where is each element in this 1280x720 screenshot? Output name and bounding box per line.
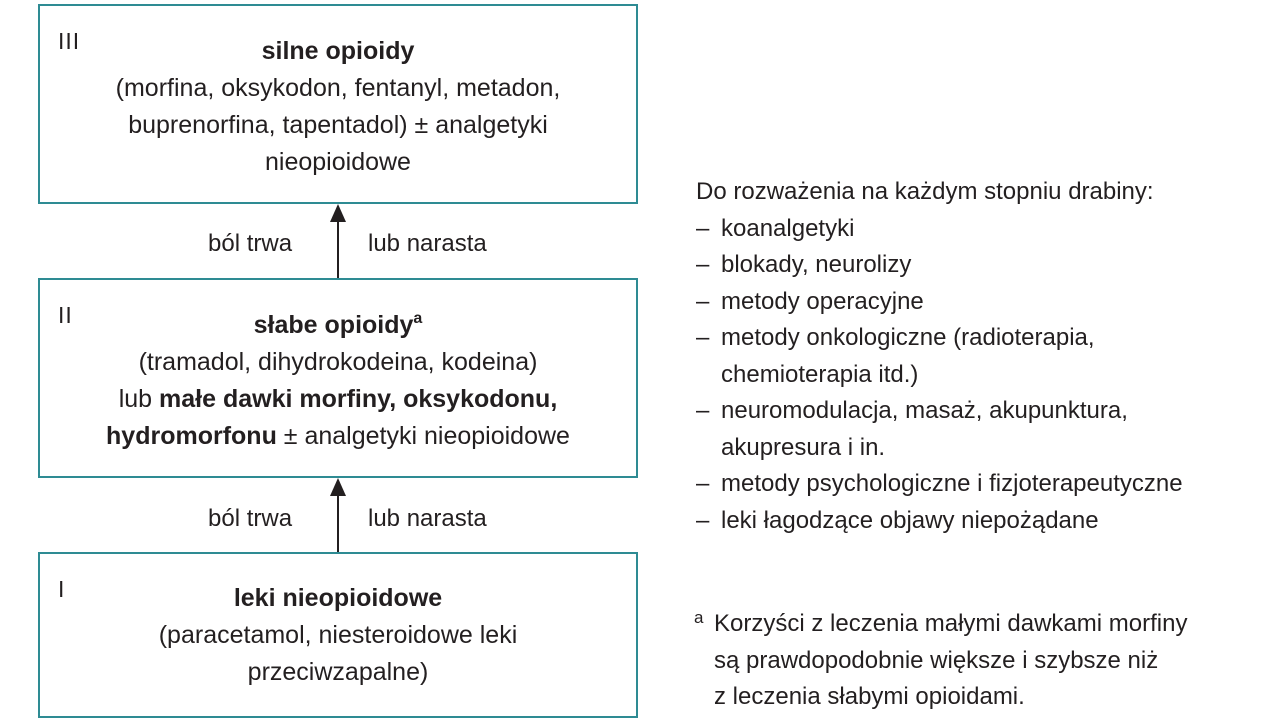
list-item-continuation	[696, 357, 1266, 394]
step-i-line2: przeciwzapalne)	[247, 658, 429, 686]
list-item	[696, 284, 1266, 321]
step-iii-line3: nieopioidowe	[265, 148, 411, 176]
dash: –	[696, 214, 710, 242]
footnote-text	[714, 606, 1187, 716]
step-ii-line1: (tramadol, dihydrokodeina, kodeina)	[138, 348, 538, 376]
list-item-text: neuromodulacja, masaż, akupunktura,	[721, 397, 1128, 424]
step-ii-line3-suffix: ± analgetyki nieopioidowe	[276, 422, 570, 450]
step-i-numeral: I	[58, 576, 66, 602]
footnote-line1: Korzyści z leczenia małymi dawkami morfiny	[714, 610, 1188, 637]
list-item	[696, 211, 1266, 248]
step-ii-line2-prefix: lub	[118, 385, 160, 413]
footnote-a-ref: a	[413, 310, 423, 327]
connector-left-label: ból trwa	[208, 230, 293, 257]
connector-right-label: lub narasta	[368, 230, 487, 257]
list-item-text: blokady, neurolizy	[721, 251, 912, 278]
step-ii-line3-bold: hydromorfonu	[106, 422, 277, 450]
dash: –	[696, 324, 710, 351]
dash: –	[696, 287, 710, 315]
list-item-text: leki łagodzące objawy niepożądane	[721, 506, 1099, 534]
dash: –	[696, 470, 710, 497]
footnote-line3: z leczenia słabymi opioidami.	[714, 683, 1025, 710]
footnote-line2: są prawdopodobnie większe i szybsze niż	[714, 646, 1159, 674]
list-item	[696, 466, 1266, 503]
list-item-text: metody psychologiczne i fizjoterapeutyczne	[721, 470, 1183, 497]
dash-spacer	[696, 430, 721, 467]
list-item-text: akupresura i in.	[721, 433, 886, 461]
list-item-text: chemioterapia itd.)	[721, 360, 919, 388]
step-iii-box	[38, 4, 638, 204]
step-ii-line3	[40, 418, 636, 455]
step-iii-line1: (morfina, oksykodon, fentanyl, metadon,	[115, 74, 561, 102]
step-ii-line2	[40, 381, 636, 418]
connector-left-label: ból trwa	[208, 505, 293, 532]
footnote	[694, 606, 1274, 716]
footnote-mark: a	[694, 608, 704, 627]
dash: –	[696, 506, 710, 534]
list-item	[696, 320, 1266, 357]
step-i-title: leki nieopioidowe	[233, 584, 443, 612]
step-ii-title	[40, 307, 636, 344]
arrow-line	[337, 494, 339, 552]
step-iii-title: silne opioidy	[261, 37, 415, 65]
list-item-continuation	[696, 430, 1266, 467]
connector-right-label: lub narasta	[368, 505, 487, 532]
dash-spacer	[696, 357, 721, 394]
list-item	[696, 503, 1266, 540]
dash: –	[696, 251, 710, 278]
step-ii-numeral: II	[58, 302, 73, 328]
considerations-panel	[696, 174, 1266, 539]
list-item-text: koanalgetyki	[721, 214, 855, 242]
step-i-box	[38, 552, 638, 718]
step-ii-line2-bold: małe dawki morfiny, oksykodonu,	[159, 385, 558, 413]
arrow-line	[337, 220, 339, 278]
step-iii-numeral: III	[58, 28, 81, 54]
step-ii-title-text: słabe opioidy	[253, 311, 414, 339]
list-item-text: metody operacyjne	[721, 287, 924, 315]
considerations-heading: Do rozważenia na każdym stopniu drabiny:	[696, 178, 1154, 205]
step-i-content	[40, 580, 636, 691]
step-ii-box	[38, 278, 638, 478]
list-item	[696, 247, 1266, 284]
step-i-line1: (paracetamol, niesteroidowe leki	[158, 621, 518, 649]
step-iii-content	[40, 33, 636, 181]
list-item-text: metody onkologiczne (radioterapia,	[721, 324, 1095, 351]
dash: –	[696, 397, 710, 424]
step-iii-line2: buprenorfina, tapentadol) ± analgetyki	[128, 111, 548, 139]
list-item	[696, 393, 1266, 430]
step-ii-content	[40, 307, 636, 455]
